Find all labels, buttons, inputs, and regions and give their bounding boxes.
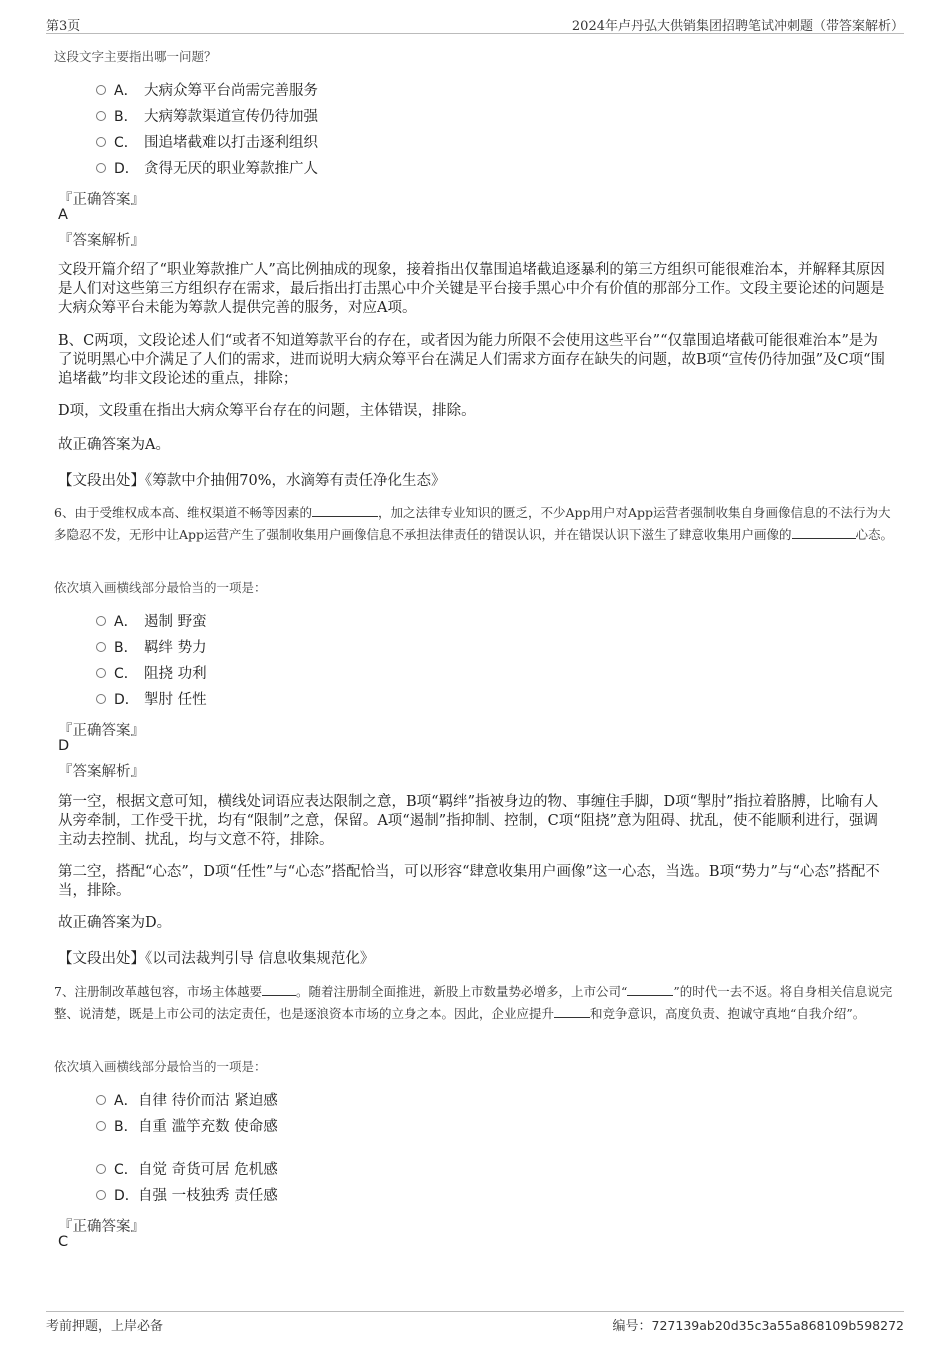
q5-option-b[interactable]: B． 大病筹款渠道宣传仍待加强 — [96, 106, 318, 128]
document-title: 2024年卢丹弘大供销集团招聘笔试冲刺题（带答案解析） — [571, 19, 904, 34]
q6-analysis-label: 『答案解析』 — [58, 764, 145, 780]
q5-source: 【文段出处】《筹款中介抽佣70%，水滴筹有责任净化生态》 — [58, 473, 446, 489]
q5-analysis-label: 『答案解析』 — [58, 233, 145, 249]
q5-prompt: 这段文字主要指出哪一问题？ — [54, 49, 217, 64]
q6-answer: D — [58, 738, 70, 754]
q5-option-a[interactable]: A． 大病众筹平台尚需完善服务 — [96, 80, 318, 102]
fill-blank — [262, 982, 296, 996]
radio-icon[interactable] — [96, 85, 106, 95]
radio-icon[interactable] — [96, 1164, 106, 1174]
radio-icon[interactable] — [96, 163, 106, 173]
q5-option-c[interactable]: C． 围追堵截难以打击逐利组织 — [96, 132, 318, 154]
radio-icon[interactable] — [96, 1121, 106, 1131]
q6-prompt: 依次填入画横线部分最恰当的一项是： — [54, 580, 267, 595]
q6-option-b[interactable]: B． 羁绊 势力 — [96, 637, 207, 659]
q5-analysis-paragraph: B、C两项，文段论述人们“或者不知道筹款平台的存在，或者因为能力所限不会使用这些平台”“仅靠围追堵截可能很难治本”是为了说明黑心中介满足了人们的需求，进而说明大病众筹平台在满足人们需求方面存在缺失的问题，故B项“宣传仍待加强”及C项“围追堵截”均非文段论述的重点，排除； — [58, 333, 885, 387]
radio-icon[interactable] — [96, 642, 106, 652]
q5-answer: A — [58, 207, 68, 223]
document-code: 编号：727139ab20d35c3a55a868109b598272 — [612, 1318, 904, 1334]
radio-icon[interactable] — [96, 111, 106, 121]
q6-source: 【文段出处】《以司法裁判引导 信息收集规范化》 — [58, 951, 375, 967]
radio-icon[interactable] — [96, 694, 106, 704]
q7-prompt: 依次填入画横线部分最恰当的一项是： — [54, 1059, 267, 1074]
page-header — [46, 14, 904, 34]
radio-icon[interactable] — [96, 1095, 106, 1105]
q7-option-b[interactable]: B．自重 滥竽充数 使命感 — [96, 1116, 278, 1138]
q6-option-c[interactable]: C． 阻挠 功利 — [96, 663, 207, 685]
q7-option-c[interactable]: C．自觉 奇货可居 危机感 — [96, 1159, 278, 1181]
q7-answer-label: 『正确答案』 — [58, 1219, 145, 1235]
radio-icon[interactable] — [96, 1190, 106, 1200]
q6-analysis-paragraph: 第二空，搭配“心态”，D项“任性”与“心态”搭配恰当，可以形容“肆意收集用户画像”这一心态，当选。B项“势力”与“心态”搭配不当，排除。 — [58, 864, 880, 899]
fill-blank — [792, 525, 856, 539]
q7-option-d[interactable]: D．自强 一枝独秀 责任感 — [96, 1185, 278, 1207]
q6-option-a[interactable]: A． 遏制 野蛮 — [96, 611, 207, 633]
q5-answer-label: 『正确答案』 — [58, 192, 145, 208]
q7-answer: C — [58, 1234, 69, 1250]
fill-blank — [554, 1004, 590, 1018]
page-number: 第3页 — [46, 19, 81, 34]
q5-analysis-paragraph: D项，文段重在指出大病众筹平台存在的问题，主体错误，排除。 — [58, 403, 476, 419]
q6-answer-label: 『正确答案』 — [58, 723, 145, 739]
radio-icon[interactable] — [96, 616, 106, 626]
fill-blank — [627, 982, 673, 996]
q5-analysis-conclusion: 故正确答案为A。 — [58, 437, 170, 453]
q6-stem: 6、由于受维权成本高、维权渠道不畅等因素的 ，加之法律专业知识的匮乏，不少App用户对App运营者强制收集自身画像信息的不法行为大多隐忍不发，无形中让App运营产生了强制收集用户画像信息不承担法律责任的错误认识，并在错误认识下滋生了肆意收集用户画像的 心态。 — [54, 505, 894, 542]
q6-option-d[interactable]: D． 掣肘 任性 — [96, 689, 207, 711]
fill-blank — [312, 503, 378, 517]
q7-option-a[interactable]: A．自律 待价而沽 紧迫感 — [96, 1090, 278, 1112]
radio-icon[interactable] — [96, 668, 106, 678]
page-footer — [46, 1311, 904, 1335]
q5-option-d[interactable]: D． 贪得无厌的职业筹款推广人 — [96, 158, 318, 180]
radio-icon[interactable] — [96, 137, 106, 147]
q5-analysis-paragraph: 文段开篇介绍了“职业筹款推广人”高比例抽成的现象，接着指出仅靠围追堵截追逐暴利的第三方组织可能很难治本，并解释其原因是人们对这些第三方组织存在需求，最后指出打击黑心中介关键是平台接手黑心中介有价值的那部分工作。文段主要论述的问题是大病众筹平台未能为筹款人提供完善的服务，对应A项。 — [58, 262, 885, 316]
q6-analysis-paragraph: 第一空，根据文意可知，横线处词语应表达限制之意，B项“羁绊”指被身边的物、事缠住手脚，D项“掣肘”指拉着胳膊，比喻有人从旁牵制，工作受干扰，均有“限制”之意，保留。A项“遏制”指抑制、控制，C项“阻挠”意为阻碍、扰乱，使不能顺利进行，强调主动去控制、扰乱，均与文意不符，排除。 — [58, 794, 879, 848]
q7-stem: 7、注册制改革越包容，市场主体越要 。随着注册制全面推进，新股上市数量势必增多，上市公司“ ”的时代一去不返。将自身相关信息说完整、说清楚，既是上市公司的法定责任，也是逐浪资本市场的立身之本。因此，企业应提升 和竞争意识，高度负责、抱诚守真地“自我介绍”。 — [54, 984, 893, 1021]
q6-analysis-conclusion: 故正确答案为D。 — [58, 915, 172, 931]
footer-slogan: 考前押题，上岸必备 — [46, 1319, 164, 1334]
